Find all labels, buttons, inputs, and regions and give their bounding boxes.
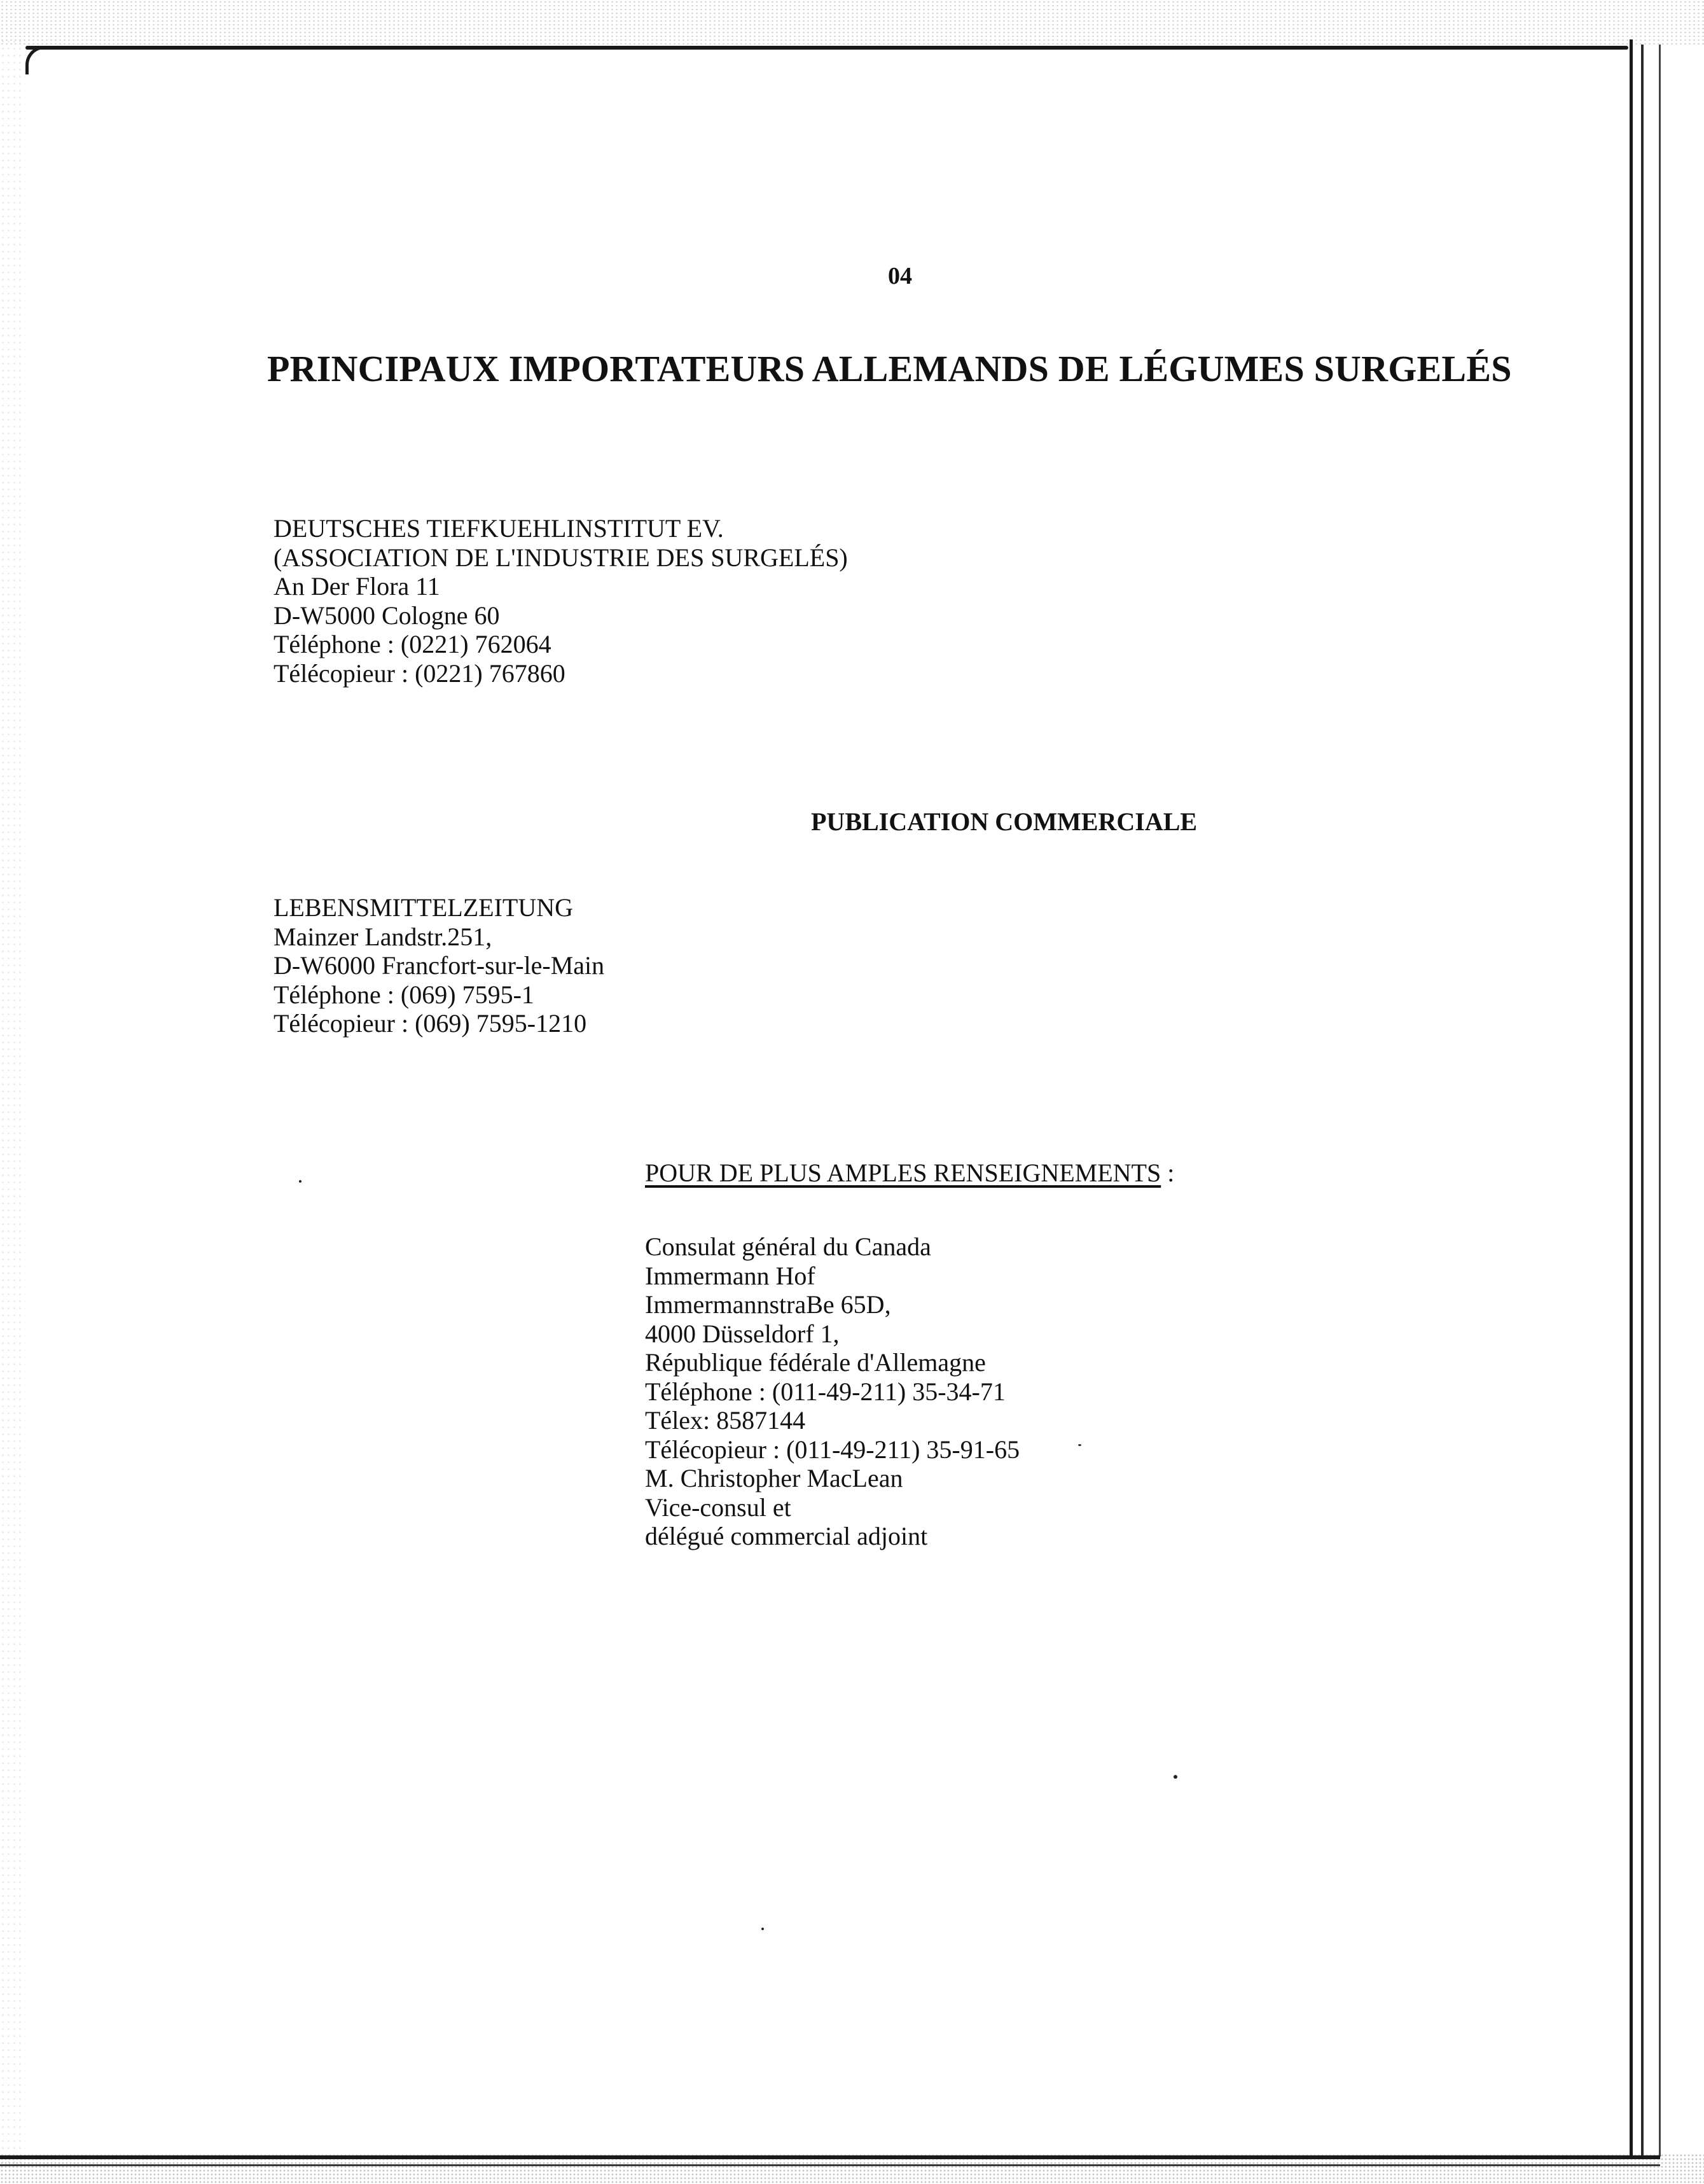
consulate-country: République fédérale d'Allemagne bbox=[645, 1348, 986, 1377]
org1-street: An Der Flora 11 bbox=[274, 572, 440, 601]
page-frame-top bbox=[25, 46, 1628, 50]
scan-speck bbox=[1078, 1444, 1081, 1446]
org1-fax: Télécopieur : (0221) 767860 bbox=[274, 658, 565, 688]
scan-noise-top bbox=[0, 0, 1704, 45]
org1-city: D-W5000 Cologne 60 bbox=[274, 601, 500, 630]
consulate-phone: Téléphone : (011-49-211) 35-34-71 bbox=[645, 1377, 1006, 1406]
consulate-street: ImmermannstraBe 65D, bbox=[645, 1290, 891, 1319]
scan-speck bbox=[299, 1180, 301, 1183]
page-title: PRINCIPAUX IMPORTATEURS ALLEMANDS DE LÉGUMES SURGELÉS bbox=[267, 348, 1512, 389]
more-info-heading-text: POUR DE PLUS AMPLES RENSEIGNEMENTS bbox=[645, 1158, 1161, 1187]
org1-name: DEUTSCHES TIEFKUEHLINSTITUT EV. bbox=[274, 514, 724, 543]
page-number: 04 bbox=[888, 263, 912, 289]
consulate-address bbox=[645, 1232, 1020, 1551]
page-frame-corner bbox=[25, 46, 54, 74]
page-frame-bottom bbox=[0, 2155, 1660, 2159]
consulate-name: Consulat général du Canada bbox=[645, 1232, 931, 1261]
org2-phone: Téléphone : (069) 7595-1 bbox=[274, 980, 534, 1009]
consulate-telex: Télex: 8587144 bbox=[645, 1406, 806, 1435]
consulate-city: 4000 Düsseldorf 1, bbox=[645, 1319, 840, 1348]
org2-fax: Télécopieur : (069) 7595-1210 bbox=[274, 1009, 587, 1038]
org1-phone: Téléphone : (0221) 762064 bbox=[274, 630, 551, 658]
page-frame-right-inner bbox=[1641, 45, 1644, 2157]
more-info-heading bbox=[645, 1158, 1174, 1188]
publication-heading: PUBLICATION COMMERCIALE bbox=[811, 807, 1198, 836]
org1-subtitle: (ASSOCIATION DE L'INDUSTRIE DES SURGELÉS) bbox=[274, 543, 848, 572]
org2-city: D-W6000 Francfort-sur-le-Main bbox=[274, 951, 605, 980]
contact-name: M. Christopher MacLean bbox=[645, 1464, 903, 1492]
page-frame-right bbox=[1630, 39, 1633, 2158]
consulate-building: Immermann Hof bbox=[645, 1261, 815, 1290]
consulate-fax: Télécopieur : (011-49-211) 35-91-65 bbox=[645, 1435, 1020, 1464]
contact-title-2: délégué commercial adjoint bbox=[645, 1522, 928, 1550]
org2-name: LEBENSMITTELZEITUNG bbox=[274, 893, 574, 922]
scan-speck bbox=[761, 1928, 764, 1930]
organization-address-1 bbox=[274, 514, 848, 688]
organization-address-2 bbox=[274, 893, 604, 1038]
page-frame-bottom-2 bbox=[0, 2164, 1660, 2166]
scan-noise-left bbox=[0, 38, 25, 2163]
page-frame-right-outer bbox=[1659, 45, 1661, 2157]
more-info-heading-suffix: : bbox=[1161, 1158, 1175, 1187]
contact-title: Vice-consul et bbox=[645, 1492, 791, 1522]
org2-street: Mainzer Landstr.251, bbox=[274, 922, 492, 951]
scan-speck bbox=[1174, 1775, 1177, 1779]
